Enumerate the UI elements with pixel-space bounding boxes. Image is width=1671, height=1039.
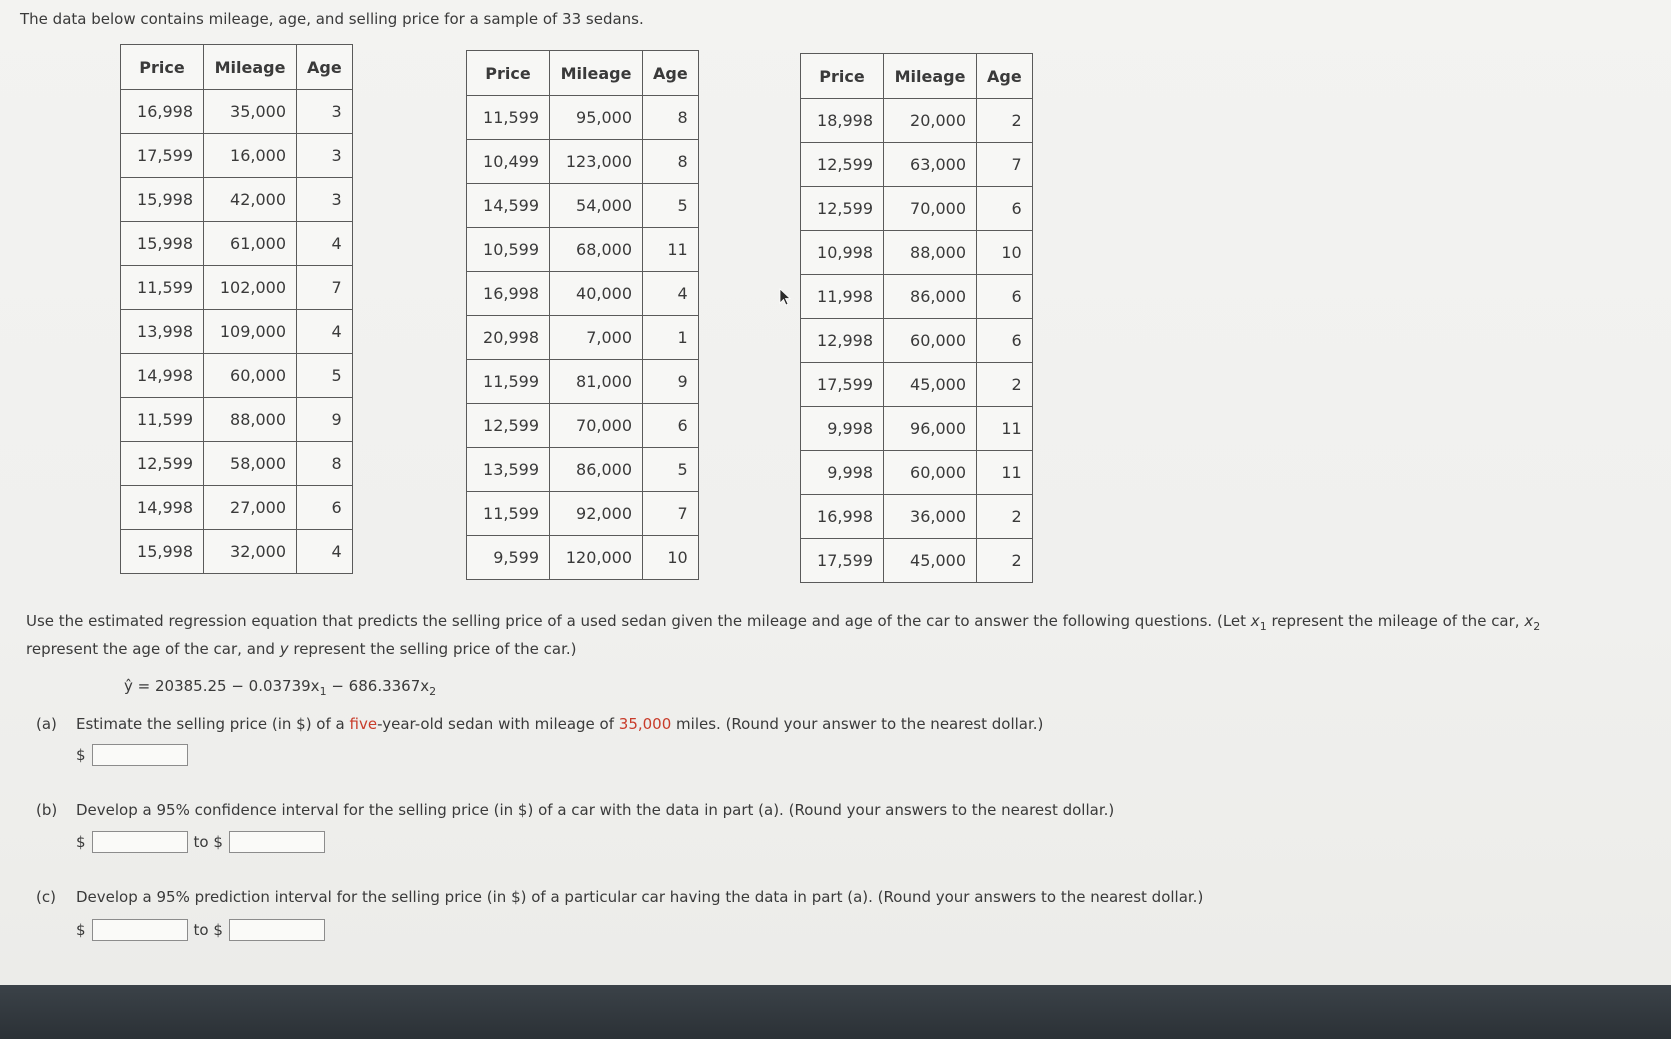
highlight-age: five xyxy=(349,715,378,733)
cell-mileage: 32,000 xyxy=(204,530,297,574)
table-row xyxy=(121,486,353,530)
part-a-part: -year-old sedan with mileage of xyxy=(377,715,619,733)
cell-mileage: 96,000 xyxy=(884,407,977,451)
cell-price: 16,998 xyxy=(121,90,204,134)
cell-age: 7 xyxy=(977,143,1033,187)
cell-mileage: 7,000 xyxy=(550,316,643,360)
cell-mileage: 16,000 xyxy=(204,134,297,178)
cell-age: 4 xyxy=(297,222,353,266)
part-c-text xyxy=(36,888,1203,906)
cell-price: 10,499 xyxy=(467,140,550,184)
cell-price: 11,599 xyxy=(467,492,550,536)
table-row xyxy=(121,442,353,486)
to-label: to $ xyxy=(193,921,223,939)
cell-mileage: 20,000 xyxy=(884,99,977,143)
cell-mileage: 60,000 xyxy=(884,319,977,363)
part-b-question: Develop a 95% confidence interval for the selling price (in $) of a car with the data in part (a). (Round your answers to the nearest dollar.) xyxy=(76,801,1115,819)
to-label: to $ xyxy=(193,833,223,851)
part-c-lower-input[interactable] xyxy=(92,919,188,941)
cell-age: 9 xyxy=(297,398,353,442)
cell-price: 11,599 xyxy=(467,360,550,404)
var-x: x xyxy=(1524,612,1534,630)
cell-price: 11,599 xyxy=(467,96,550,140)
cell-price: 20,998 xyxy=(467,316,550,360)
cell-price: 10,599 xyxy=(467,228,550,272)
cell-mileage: 54,000 xyxy=(550,184,643,228)
cell-mileage: 88,000 xyxy=(204,398,297,442)
cell-mileage: 40,000 xyxy=(550,272,643,316)
cell-price: 14,998 xyxy=(121,354,204,398)
cell-mileage: 63,000 xyxy=(884,143,977,187)
cell-age: 10 xyxy=(977,231,1033,275)
cell-price: 17,599 xyxy=(801,539,884,583)
cell-age: 6 xyxy=(297,486,353,530)
cell-age: 2 xyxy=(977,363,1033,407)
cell-mileage: 109,000 xyxy=(204,310,297,354)
cell-price: 10,998 xyxy=(801,231,884,275)
cell-age: 11 xyxy=(977,407,1033,451)
table-row xyxy=(801,539,1033,583)
cell-mileage: 86,000 xyxy=(884,275,977,319)
cell-age: 5 xyxy=(643,448,699,492)
cell-price: 12,998 xyxy=(801,319,884,363)
table-row xyxy=(121,398,353,442)
table-row xyxy=(467,184,699,228)
part-c-answer-row xyxy=(76,919,325,941)
part-a-text xyxy=(36,715,1043,733)
question-part: represent the age of the car, and xyxy=(26,640,280,658)
question-part: represent the mileage of the car, xyxy=(1266,612,1525,630)
table-row xyxy=(801,187,1033,231)
cell-mileage: 88,000 xyxy=(884,231,977,275)
cell-mileage: 70,000 xyxy=(884,187,977,231)
cell-price: 15,998 xyxy=(121,530,204,574)
table-row xyxy=(801,275,1033,319)
currency-label: $ xyxy=(76,746,86,764)
cell-mileage: 61,000 xyxy=(204,222,297,266)
subscript: 1 xyxy=(319,685,327,698)
cell-age: 1 xyxy=(643,316,699,360)
cell-price: 16,998 xyxy=(467,272,550,316)
cell-age: 6 xyxy=(643,404,699,448)
table-row xyxy=(121,310,353,354)
cell-price: 13,998 xyxy=(121,310,204,354)
table-row xyxy=(121,266,353,310)
table-row xyxy=(467,448,699,492)
subscript: 2 xyxy=(1533,620,1541,633)
cell-mileage: 58,000 xyxy=(204,442,297,486)
data-table-1 xyxy=(120,44,353,574)
question-text xyxy=(26,610,1616,661)
table-row xyxy=(801,231,1033,275)
cell-age: 2 xyxy=(977,539,1033,583)
header-price: Price xyxy=(467,51,550,96)
header-mileage: Mileage xyxy=(204,45,297,90)
part-a-label: (a) xyxy=(36,715,57,733)
cell-mileage: 120,000 xyxy=(550,536,643,580)
cell-price: 17,599 xyxy=(801,363,884,407)
cell-price: 16,998 xyxy=(801,495,884,539)
table-row xyxy=(467,492,699,536)
cell-mileage: 45,000 xyxy=(884,539,977,583)
part-b-text xyxy=(36,801,1114,819)
cell-price: 18,998 xyxy=(801,99,884,143)
table-row xyxy=(801,451,1033,495)
header-mileage: Mileage xyxy=(884,54,977,99)
cell-age: 8 xyxy=(643,140,699,184)
regression-equation xyxy=(124,677,436,698)
cell-mileage: 68,000 xyxy=(550,228,643,272)
table-row xyxy=(801,143,1033,187)
cell-price: 13,599 xyxy=(467,448,550,492)
cell-mileage: 45,000 xyxy=(884,363,977,407)
question-part: Use the estimated regression equation that predicts the selling price of a used sedan given the mileage and age of the car to answer the following questions. (Let xyxy=(26,612,1251,630)
table-row xyxy=(121,90,353,134)
header-price: Price xyxy=(121,45,204,90)
header-price: Price xyxy=(801,54,884,99)
cell-mileage: 70,000 xyxy=(550,404,643,448)
cell-price: 9,599 xyxy=(467,536,550,580)
cell-age: 7 xyxy=(643,492,699,536)
header-age: Age xyxy=(297,45,353,90)
currency-label: $ xyxy=(76,921,86,939)
cell-price: 9,998 xyxy=(801,451,884,495)
table-row xyxy=(801,319,1033,363)
cell-age: 5 xyxy=(297,354,353,398)
cell-mileage: 86,000 xyxy=(550,448,643,492)
part-b-lower-input[interactable] xyxy=(92,831,188,853)
cell-age: 3 xyxy=(297,178,353,222)
cell-age: 5 xyxy=(643,184,699,228)
equation-part: ŷ = 20385.25 − 0.03739x xyxy=(124,677,320,695)
cell-age: 8 xyxy=(297,442,353,486)
table-row xyxy=(467,228,699,272)
cell-price: 12,599 xyxy=(467,404,550,448)
highlight-mileage: 35,000 xyxy=(618,715,672,733)
table-row xyxy=(801,407,1033,451)
cell-price: 12,599 xyxy=(801,187,884,231)
cell-price: 15,998 xyxy=(121,222,204,266)
currency-label: $ xyxy=(76,833,86,851)
table-row xyxy=(467,404,699,448)
cell-price: 11,599 xyxy=(121,266,204,310)
data-table-3 xyxy=(800,53,1033,583)
cell-age: 10 xyxy=(643,536,699,580)
table-row xyxy=(467,360,699,404)
part-b-label: (b) xyxy=(36,801,58,819)
part-c-question: Develop a 95% prediction interval for the selling price (in $) of a particular car having the data in part (a). (Round your answers to the nearest dollar.) xyxy=(76,888,1204,906)
cell-price: 12,599 xyxy=(801,143,884,187)
header-age: Age xyxy=(643,51,699,96)
subscript: 1 xyxy=(1259,620,1267,633)
table-row xyxy=(121,530,353,574)
table-row xyxy=(801,363,1033,407)
cell-mileage: 81,000 xyxy=(550,360,643,404)
var-x: x xyxy=(1250,612,1260,630)
table-row xyxy=(467,316,699,360)
part-a-answer-input[interactable] xyxy=(92,744,188,766)
var-y: y xyxy=(279,640,289,658)
cell-age: 4 xyxy=(643,272,699,316)
part-b-answer-row xyxy=(76,831,325,853)
cell-price: 15,998 xyxy=(121,178,204,222)
cell-price: 11,599 xyxy=(121,398,204,442)
table-row xyxy=(467,272,699,316)
cell-age: 3 xyxy=(297,90,353,134)
part-c-upper-input[interactable] xyxy=(229,919,325,941)
cell-price: 17,599 xyxy=(121,134,204,178)
cell-price: 9,998 xyxy=(801,407,884,451)
cell-age: 7 xyxy=(297,266,353,310)
cell-age: 9 xyxy=(643,360,699,404)
cell-mileage: 60,000 xyxy=(884,451,977,495)
part-c-label: (c) xyxy=(36,888,56,906)
table-row xyxy=(801,99,1033,143)
table-row xyxy=(121,354,353,398)
cell-age: 4 xyxy=(297,310,353,354)
header-age: Age xyxy=(977,54,1033,99)
table-row xyxy=(467,96,699,140)
cell-mileage: 95,000 xyxy=(550,96,643,140)
table-row xyxy=(467,140,699,184)
part-b-upper-input[interactable] xyxy=(229,831,325,853)
cell-age: 4 xyxy=(297,530,353,574)
cell-mileage: 36,000 xyxy=(884,495,977,539)
cell-price: 14,998 xyxy=(121,486,204,530)
cell-mileage: 123,000 xyxy=(550,140,643,184)
cell-mileage: 102,000 xyxy=(204,266,297,310)
part-a-answer-row xyxy=(76,744,188,766)
cell-age: 2 xyxy=(977,495,1033,539)
part-a-part: Estimate the selling price (in $) of a xyxy=(76,715,350,733)
cell-mileage: 92,000 xyxy=(550,492,643,536)
cell-mileage: 27,000 xyxy=(204,486,297,530)
monitor-bezel xyxy=(0,985,1671,1039)
cell-price: 12,599 xyxy=(121,442,204,486)
cell-age: 6 xyxy=(977,319,1033,363)
intro-text: The data below contains mileage, age, and selling price for a sample of 33 sedans. xyxy=(20,10,644,28)
data-table-2 xyxy=(466,50,699,580)
header-mileage: Mileage xyxy=(550,51,643,96)
subscript: 2 xyxy=(429,685,437,698)
table-row xyxy=(801,495,1033,539)
mouse-cursor-icon xyxy=(779,288,791,306)
cell-mileage: 42,000 xyxy=(204,178,297,222)
cell-mileage: 35,000 xyxy=(204,90,297,134)
table-row xyxy=(121,178,353,222)
cell-mileage: 60,000 xyxy=(204,354,297,398)
cell-age: 6 xyxy=(977,275,1033,319)
part-a-part: miles. (Round your answer to the nearest dollar.) xyxy=(671,715,1044,733)
cell-age: 11 xyxy=(643,228,699,272)
table-row xyxy=(121,222,353,266)
cell-age: 11 xyxy=(977,451,1033,495)
cell-age: 6 xyxy=(977,187,1033,231)
cell-price: 11,998 xyxy=(801,275,884,319)
table-row xyxy=(121,134,353,178)
table-row xyxy=(467,536,699,580)
equation-part: − 686.3367x xyxy=(326,677,430,695)
cell-price: 14,599 xyxy=(467,184,550,228)
question-part: represent the selling price of the car.) xyxy=(288,640,577,658)
cell-age: 2 xyxy=(977,99,1033,143)
cell-age: 8 xyxy=(643,96,699,140)
cell-age: 3 xyxy=(297,134,353,178)
